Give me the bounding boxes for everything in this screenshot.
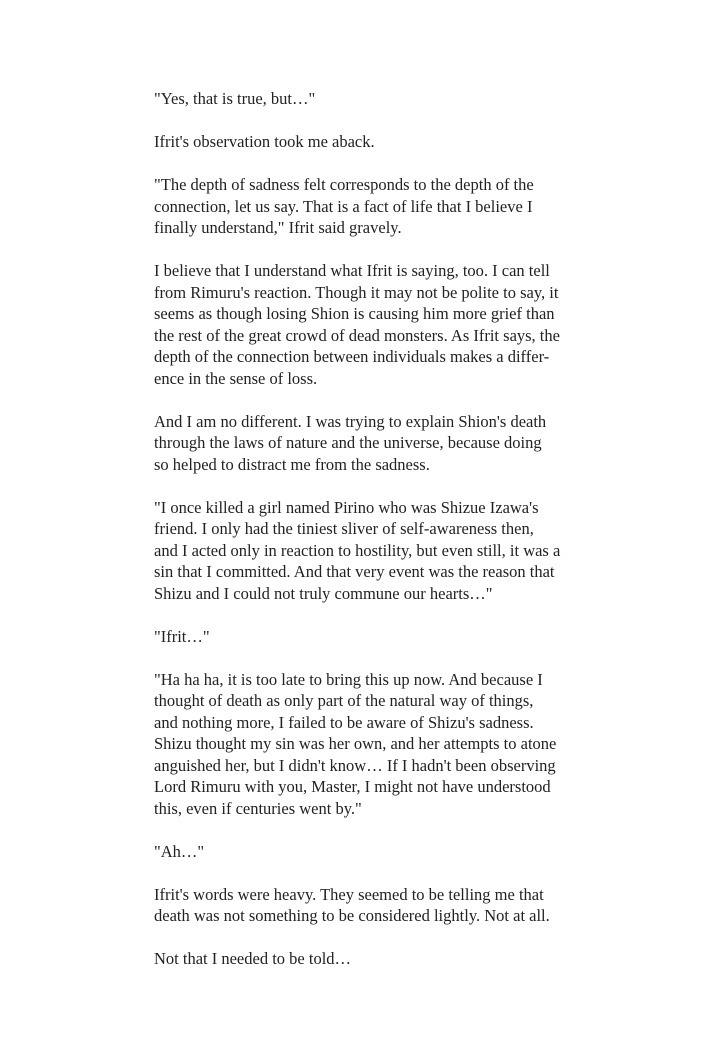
paragraph-1: "Yes, that is true, but…" [154,89,316,108]
paragraph-5: And I am no different. I was trying to explain Shion's death through the laws of nature and the universe, because doing so helped to distract me from the sadness. [154,411,547,474]
paragraph-10: Ifrit's words were heavy. They seemed to be telling me that death was not something to be considered lightly. Not at all. [154,884,550,925]
paragraph-3: "The depth of sadness felt corresponds to the depth of the connection, let us say. That is a fact of life that I believe I finally understand," Ifrit said gravely. [154,175,534,237]
paragraph-4: I believe that I understand what Ifrit is saying, too. I can tell from Rimuru's reaction. Though it may not be polite to say, it seems as though losing Shion is causing him more grief than the rest of the great crowd of dead monsters. As Ifrit says, the depth of the connection between individuals makes a differ- ence in the sense of loss. [154,261,560,388]
paragraph-8: "Ha ha ha, it is too late to bring this up now. And because I thought of death as only part of the natural way of things, and nothing more, I failed to be aware of Shizu's sadness. Shizu thought my sin was her own, and her attempts to atone anguished her, but I didn't know… If I hadn't been observing Lord Rimuru with you, Master, I might not have understood this, even if centuries went by." [154,669,557,818]
paragraph-11: Not that I needed to be told… [154,949,352,968]
page-body [154,88,594,991]
paragraph-7: "Ifrit…" [154,626,210,646]
paragraph-6: "I once killed a girl named Pirino who was Shizue Izawa's friend. I only had the tiniest sliver of self-awareness then, and I acted only in reaction to hostility, but even still, it was a sin that I committed. And that very event was the reason that Shizu and I could not truly commune our hearts…" [154,497,561,603]
paragraph-2: Ifrit's observation took me aback. [154,132,375,151]
paragraph-9: "Ah…" [154,841,205,861]
